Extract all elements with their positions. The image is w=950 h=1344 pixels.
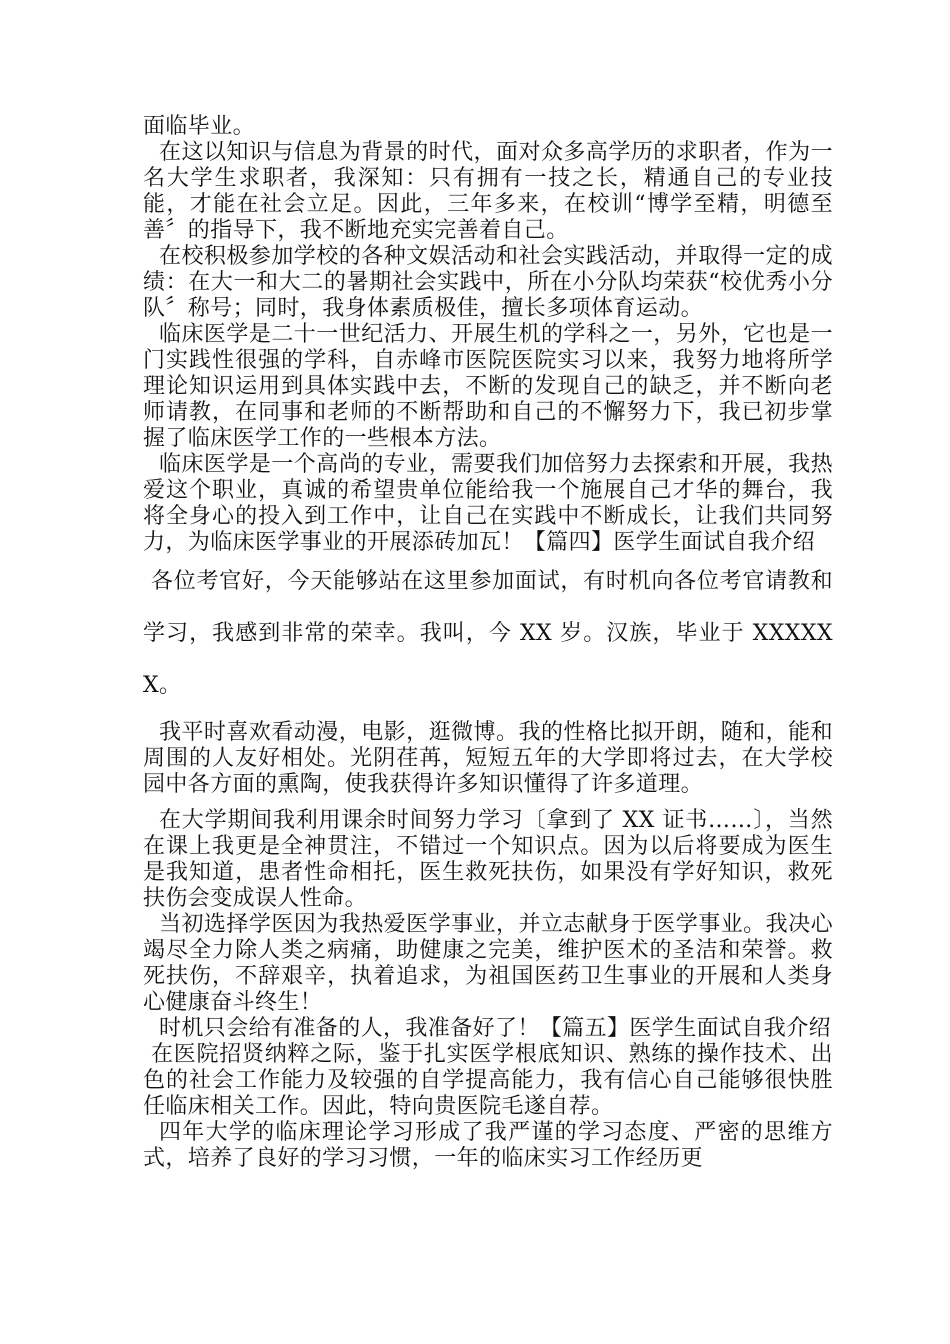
paragraph-greeting: 各位考官好，今天能够站在这里参加面试，有时机向各位考官请教和学习，我感到非常的荣幸。我叫，今 XX 岁。汉族，毕业于 XXXXXX。 bbox=[143, 569, 833, 698]
paragraph-profession: 临床医学是一个高尚的专业，需要我们加倍努力去探索和开展，我热爱这个职业，真诚的希望贵单位能给我一个施展自己才华的舞台，我将全身心的投入到工作中，让自己在实践中不断成长，让我们共同努力，为临床医学事业的开展添砖加瓦！【篇四】医学生面试自我介绍 bbox=[143, 452, 833, 555]
paragraph-ready: 时机只会给有准备的人，我准备好了！【篇五】医学生面试自我介绍 bbox=[159, 1016, 832, 1041]
paragraph-motivation: 当初选择学医因为我热爱医学事业，并立志献身于医学事业。我决心竭尽全力除人类之病痛，助健康之完美，维护医术的圣洁和荣誉。救死扶伤，不辞艰辛，执着追求，为祖国医药卫生事业的开展和人类身心健康奋斗终生！ bbox=[143, 912, 833, 1015]
paragraph-background: 在这以知识与信息为背景的时代，面对众多高学历的求职者，作为一名大学生求职者，我深知：只有拥有一技之长，精通自己的专业技能，才能在社会立足。因此，三年多来，在校训“博学至精，明德至善〞的指导下，我不断地充实完善着自己。 bbox=[143, 140, 833, 243]
paragraph-study: 在大学期间我利用课余时间努力学习〔拿到了 XX 证书……〕，当然在课上我更是全神贯注，不错过一个知识点。因为以后将要成为医生是我知道，患者性命相托，医生救死扶伤，如果没有学好知识，救死扶伤会变成误人性命。 bbox=[143, 808, 833, 911]
body-text bbox=[143, 114, 833, 1172]
paragraph-self-recommend: 在医院招贤纳粹之际，鉴于扎实医学根底知识、熟练的操作技术、出色的社会工作能力及较强的自学提高能力，我有信心自己能够很快胜任临床相关工作。因此，特向贵医院毛遂自荐。 bbox=[143, 1042, 833, 1119]
paragraph-hobbies: 我平时喜欢看动漫，电影，逛微博。我的性格比拟开朗，随和，能和周围的人友好相处。光阴荏苒，短短五年的大学即将过去，在大学校园中各方面的熏陶，使我获得许多知识懂得了许多道理。 bbox=[143, 720, 833, 797]
paragraph-activities: 在校积极参加学校的各种文娱活动和社会实践活动，并取得一定的成绩：在大一和大二的暑期社会实践中，所在小分队均荣获“校优秀小分队〞称号；同时，我身体素质极佳，擅长多项体育运动。 bbox=[143, 244, 833, 321]
paragraph-four-years: 四年大学的临床理论学习形成了我严谨的学习态度、严密的思维方式，培养了良好的学习习惯，一年的临床实习工作经历更 bbox=[143, 1120, 833, 1171]
paragraph-clinical-practice: 临床医学是二十一世纪活力、开展生机的学科之一，另外，它也是一门实践性很强的学科，自赤峰市医院医院实习以来，我努力地将所学理论知识运用到具体实践中去，不断的发现自己的缺乏，并不断向老师请教，在同事和老师的不断帮助和自己的不懈努力下，我已初步掌握了临床医学工作的一些根本方法。 bbox=[143, 322, 833, 451]
paragraph-intro-tail: 面临毕业。 bbox=[143, 114, 256, 139]
